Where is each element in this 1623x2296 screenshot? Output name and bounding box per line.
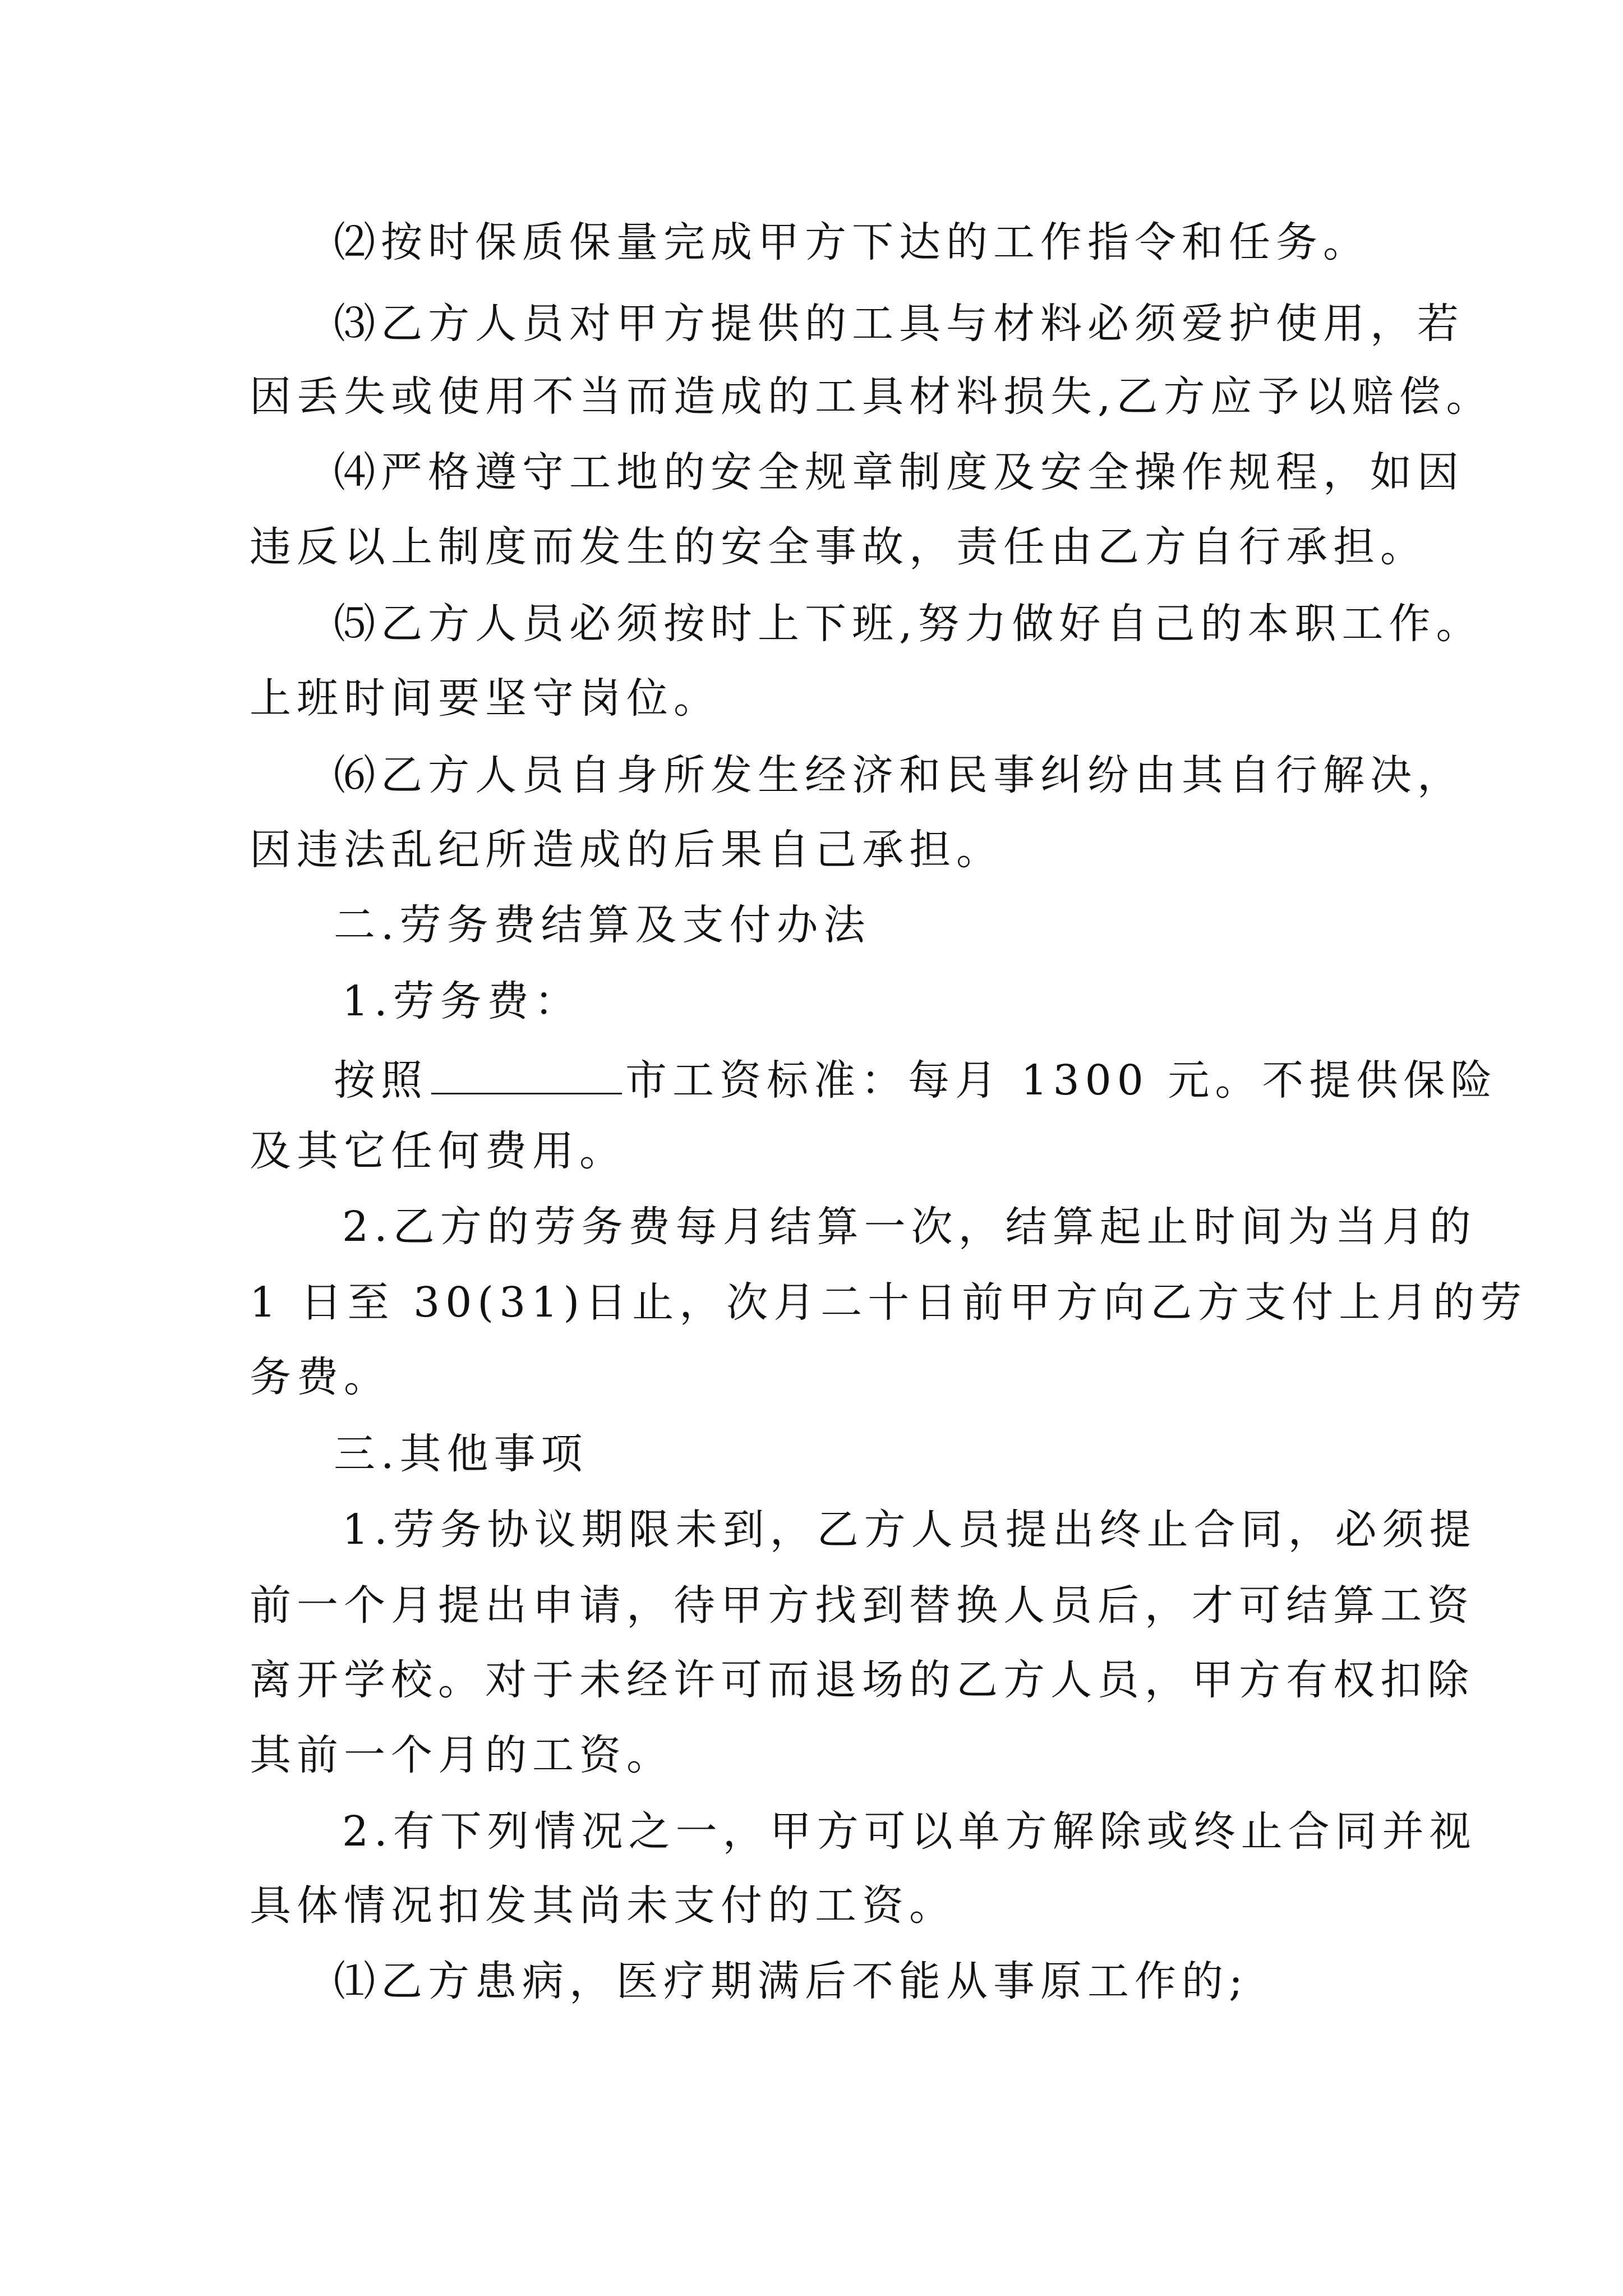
text-line: 1.劳务费： (342, 977, 582, 1025)
blank-field (431, 1056, 622, 1094)
text-line: ⑷严格遵守工地的安全规章制度及安全操作规程，如因 (334, 448, 1464, 496)
text-line: 具体情况扣发其尚未支付的工资。 (250, 1881, 956, 1930)
text-line: ⑵按时保质保量完成甲方下达的工作指令和任务。 (334, 218, 1370, 266)
text-line: 其前一个月的工资。 (250, 1731, 674, 1779)
text-line: ⑶乙方人员对甲方提供的工具与材料必须爱护使用，若 (334, 300, 1464, 348)
text-line: ⑸乙方人员必须按时上下班,努力做好自己的本职工作。 (334, 600, 1483, 648)
text-segment: 按照 (334, 1056, 428, 1105)
text-line: 因丢失或使用不当而造成的工具材料损失,乙方应予以赔偿。 (250, 372, 1493, 421)
text-line: 及其它任何费用。 (250, 1127, 626, 1175)
text-line: 2.有下列情况之一，甲方可以单方解除或终止合同并视 (342, 1807, 1477, 1856)
section-heading: 三.其他事项 (334, 1430, 588, 1478)
text-line: 违反以上制度而发生的安全事故，责任由乙方自行承担。 (250, 523, 1427, 571)
text-line: 因违法乱纪所造成的后果自己承担。 (250, 826, 1003, 874)
text-line: 1.劳务协议期限未到，乙方人员提出终止合同，必须提 (342, 1506, 1477, 1554)
text-line: 1 日至 30(31)日止，次月二十日前甲方向乙方支付上月的劳 (250, 1278, 1528, 1327)
text-line: ⑹乙方人员自身所发生经济和民事纠纷由其自行解决， (334, 751, 1464, 799)
text-line: ⑴乙方患病，医疗期满后不能从事原工作的; (334, 1957, 1248, 2005)
text-segment: 市工资标准：每月 1300 元。不提供保险 (625, 1056, 1498, 1105)
text-line: 务费。 (250, 1353, 391, 1401)
text-line: 前一个月提出申请，待甲方找到替换人员后，才可结算工资 (250, 1581, 1474, 1630)
section-heading: 二.劳务费结算及支付办法 (334, 901, 871, 949)
text-line: 2.乙方的劳务费每月结算一次，结算起止时间为当月的 (342, 1203, 1477, 1251)
text-line: 上班时间要坚守岗位。 (250, 674, 721, 723)
text-line (334, 1056, 1498, 1105)
text-line: 离开学校。对于未经许可而退场的乙方人员，甲方有权扣除 (250, 1656, 1474, 1704)
